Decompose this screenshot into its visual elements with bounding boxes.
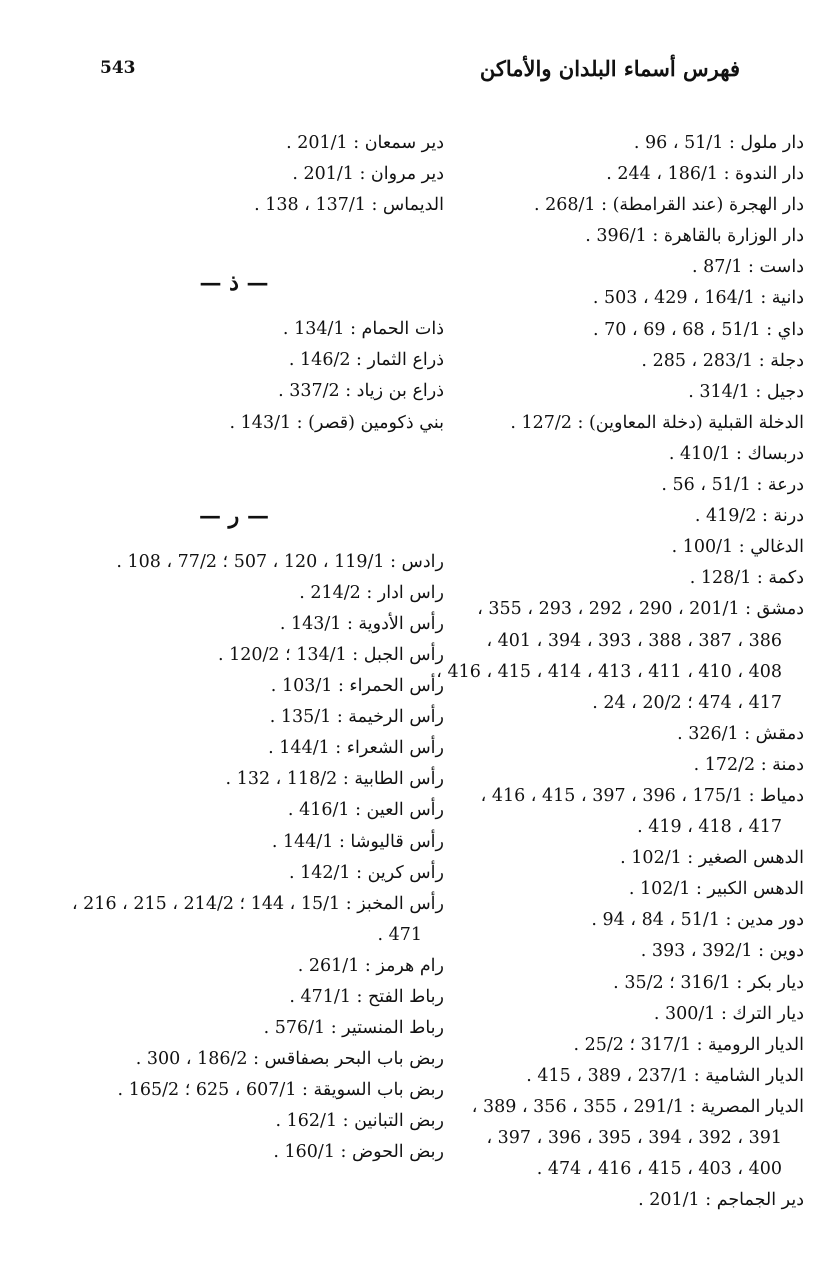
index-entry: ذراع الثمار : 146/2 . (288, 350, 444, 371)
index-entry: الديار المصرية : 291/1 ، 355 ، 356 ، 389 ، (471, 1096, 804, 1117)
index-entry-continuation: 417 ، 418 ، 419 . (637, 817, 782, 838)
index-entry: رأس كرين : 142/1 . (288, 862, 444, 883)
index-entry: دمياط : 175/1 ، 396 ، 397 ، 415 ، 416 ، (480, 785, 804, 806)
index-entry: رأس الشعراء : 144/1 . (268, 738, 444, 759)
index-entry: رأس الحمراء : 103/1 . (270, 676, 444, 697)
index-entry: دمقش : 326/1 . (677, 723, 804, 744)
index-entry: دار الوزارة بالقاهرة : 396/1 . (585, 226, 804, 247)
section-letter-ra: — ر — (199, 502, 269, 529)
index-entry: رباط المنستير : 576/1 . (263, 1018, 444, 1039)
index-entry: ذراع بن زياد : 337/2 . (278, 381, 444, 402)
index-entry: رادس : 119/1 ، 120 ، 507 ؛ 77/2 ، 108 . (116, 551, 444, 572)
page-number: 543 (100, 58, 136, 78)
index-entry: دور مدين : 51/1 ، 84 ، 94 . (591, 910, 804, 931)
right-column (436, 128, 804, 1216)
index-entry: رأس الرخيمة : 135/1 . (269, 707, 444, 728)
index-entry: درنة : 419/2 . (694, 506, 804, 527)
index-entry-continuation: 391 ، 392 ، 394 ، 395 ، 396 ، 397 ، (486, 1128, 782, 1148)
index-entry: دير الجماجم : 201/1 . (638, 1190, 804, 1211)
index-entry: دار الهجرة (عند القرامطة) : 268/1 . (533, 195, 804, 216)
index-entry: ذات الحمام : 134/1 . (282, 319, 444, 340)
index-entry: بني ذكومين (قصر) : 143/1 . (229, 412, 444, 433)
index-entry-continuation: 408 ، 410 ، 411 ، 413 ، 414 ، 415 ، 416 ، (436, 661, 782, 682)
index-entry: درعة : 51/1 ، 56 . (661, 475, 804, 496)
index-entry-continuation: 386 ، 387 ، 388 ، 393 ، 394 ، 401 ، (486, 630, 782, 651)
index-entry: رأس المخبز : 15/1 ، 144 ؛ 214/2 ، 215 ، 216 ، (71, 893, 444, 914)
page-header (96, 56, 740, 96)
index-entry: داست : 87/1 . (692, 257, 804, 278)
index-entry: راس ادار : 214/2 . (299, 582, 444, 603)
section-letter-dhal: — ذ — (199, 270, 269, 297)
index-entry: ديار الترك : 300/1 . (653, 1003, 804, 1024)
index-entry: الديماس : 137/1 ، 138 . (254, 195, 444, 216)
index-entry: دير سمعان : 201/1 . (286, 133, 444, 153)
index-entry: رأس الأدوية : 143/1 . (279, 613, 444, 634)
index-entry: دار ملول : 51/1 ، 96 . (633, 133, 804, 153)
index-entry: رباط الفتح : 471/1 . (289, 986, 444, 1007)
index-entry: ربض التبانين : 162/1 . (275, 1111, 444, 1132)
index-entry: دجيل : 314/1 . (688, 381, 804, 402)
index-entry: رأس قاليوشا : 144/1 . (271, 831, 444, 852)
index-entry: دربساك : 410/1 . (668, 443, 804, 464)
index-entry: دوين : 392/1 ، 393 . (640, 941, 804, 962)
index-entry: ديار بكر : 316/1 ؛ 35/2 . (613, 972, 804, 993)
index-entry: دمشق : 201/1 ، 290 ، 292 ، 293 ، 355 ، (477, 599, 804, 620)
index-entry-continuation: 471 . (377, 924, 422, 945)
running-title: فهرس أسماء البلدان والأماكن (479, 56, 740, 81)
index-entry: رأس الطابية : 118/2 ، 132 . (225, 769, 444, 790)
index-entry: الدهس الكبير : 102/1 . (628, 879, 804, 900)
index-entry: رام هرمز : 261/1 . (297, 955, 444, 976)
index-entry: رأس العين : 416/1 . (287, 800, 444, 821)
index-entry: الدغالي : 100/1 . (671, 537, 804, 558)
index-entry: داي : 51/1 ، 68 ، 69 ، 70 . (592, 319, 804, 340)
index-entry: الديار الرومية : 317/1 ؛ 25/2 . (573, 1034, 804, 1055)
index-entry: دكمة : 128/1 . (689, 568, 804, 589)
index-entry-continuation: 417 ، 474 ؛ 20/2 ، 24 . (592, 692, 782, 713)
index-entry: الديار الشامية : 237/1 ، 389 ، 415 . (526, 1065, 804, 1086)
index-entry: رأس الجبل : 134/1 ؛ 120/2 . (217, 644, 444, 665)
index-entry: دمنة : 172/2 . (693, 754, 804, 775)
index-entry: الدهس الصغير : 102/1 . (620, 848, 804, 869)
index-entry: دار الندوة : 186/1 ، 244 . (606, 164, 804, 185)
index-entry: الدخلة القبلية (دخلة المعاوين) : 127/2 . (510, 412, 804, 433)
index-entry: ربض باب السويقة : 607/1 ، 625 ؛ 165/2 . (117, 1080, 444, 1101)
index-entry: ربض الحوض : 160/1 . (273, 1142, 444, 1163)
left-column (24, 128, 444, 1169)
index-entry: ربض باب البحر بصفاقس : 186/2 ، 300 . (135, 1049, 444, 1070)
index-entry: دجلة : 283/1 ، 285 . (641, 350, 804, 371)
index-entry: دير مروان : 201/1 . (292, 164, 444, 185)
index-entry: دانية : 164/1 ، 429 ، 503 . (592, 288, 804, 309)
index-entry-continuation: 400 ، 403 ، 415 ، 416 ، 474 . (536, 1159, 782, 1180)
